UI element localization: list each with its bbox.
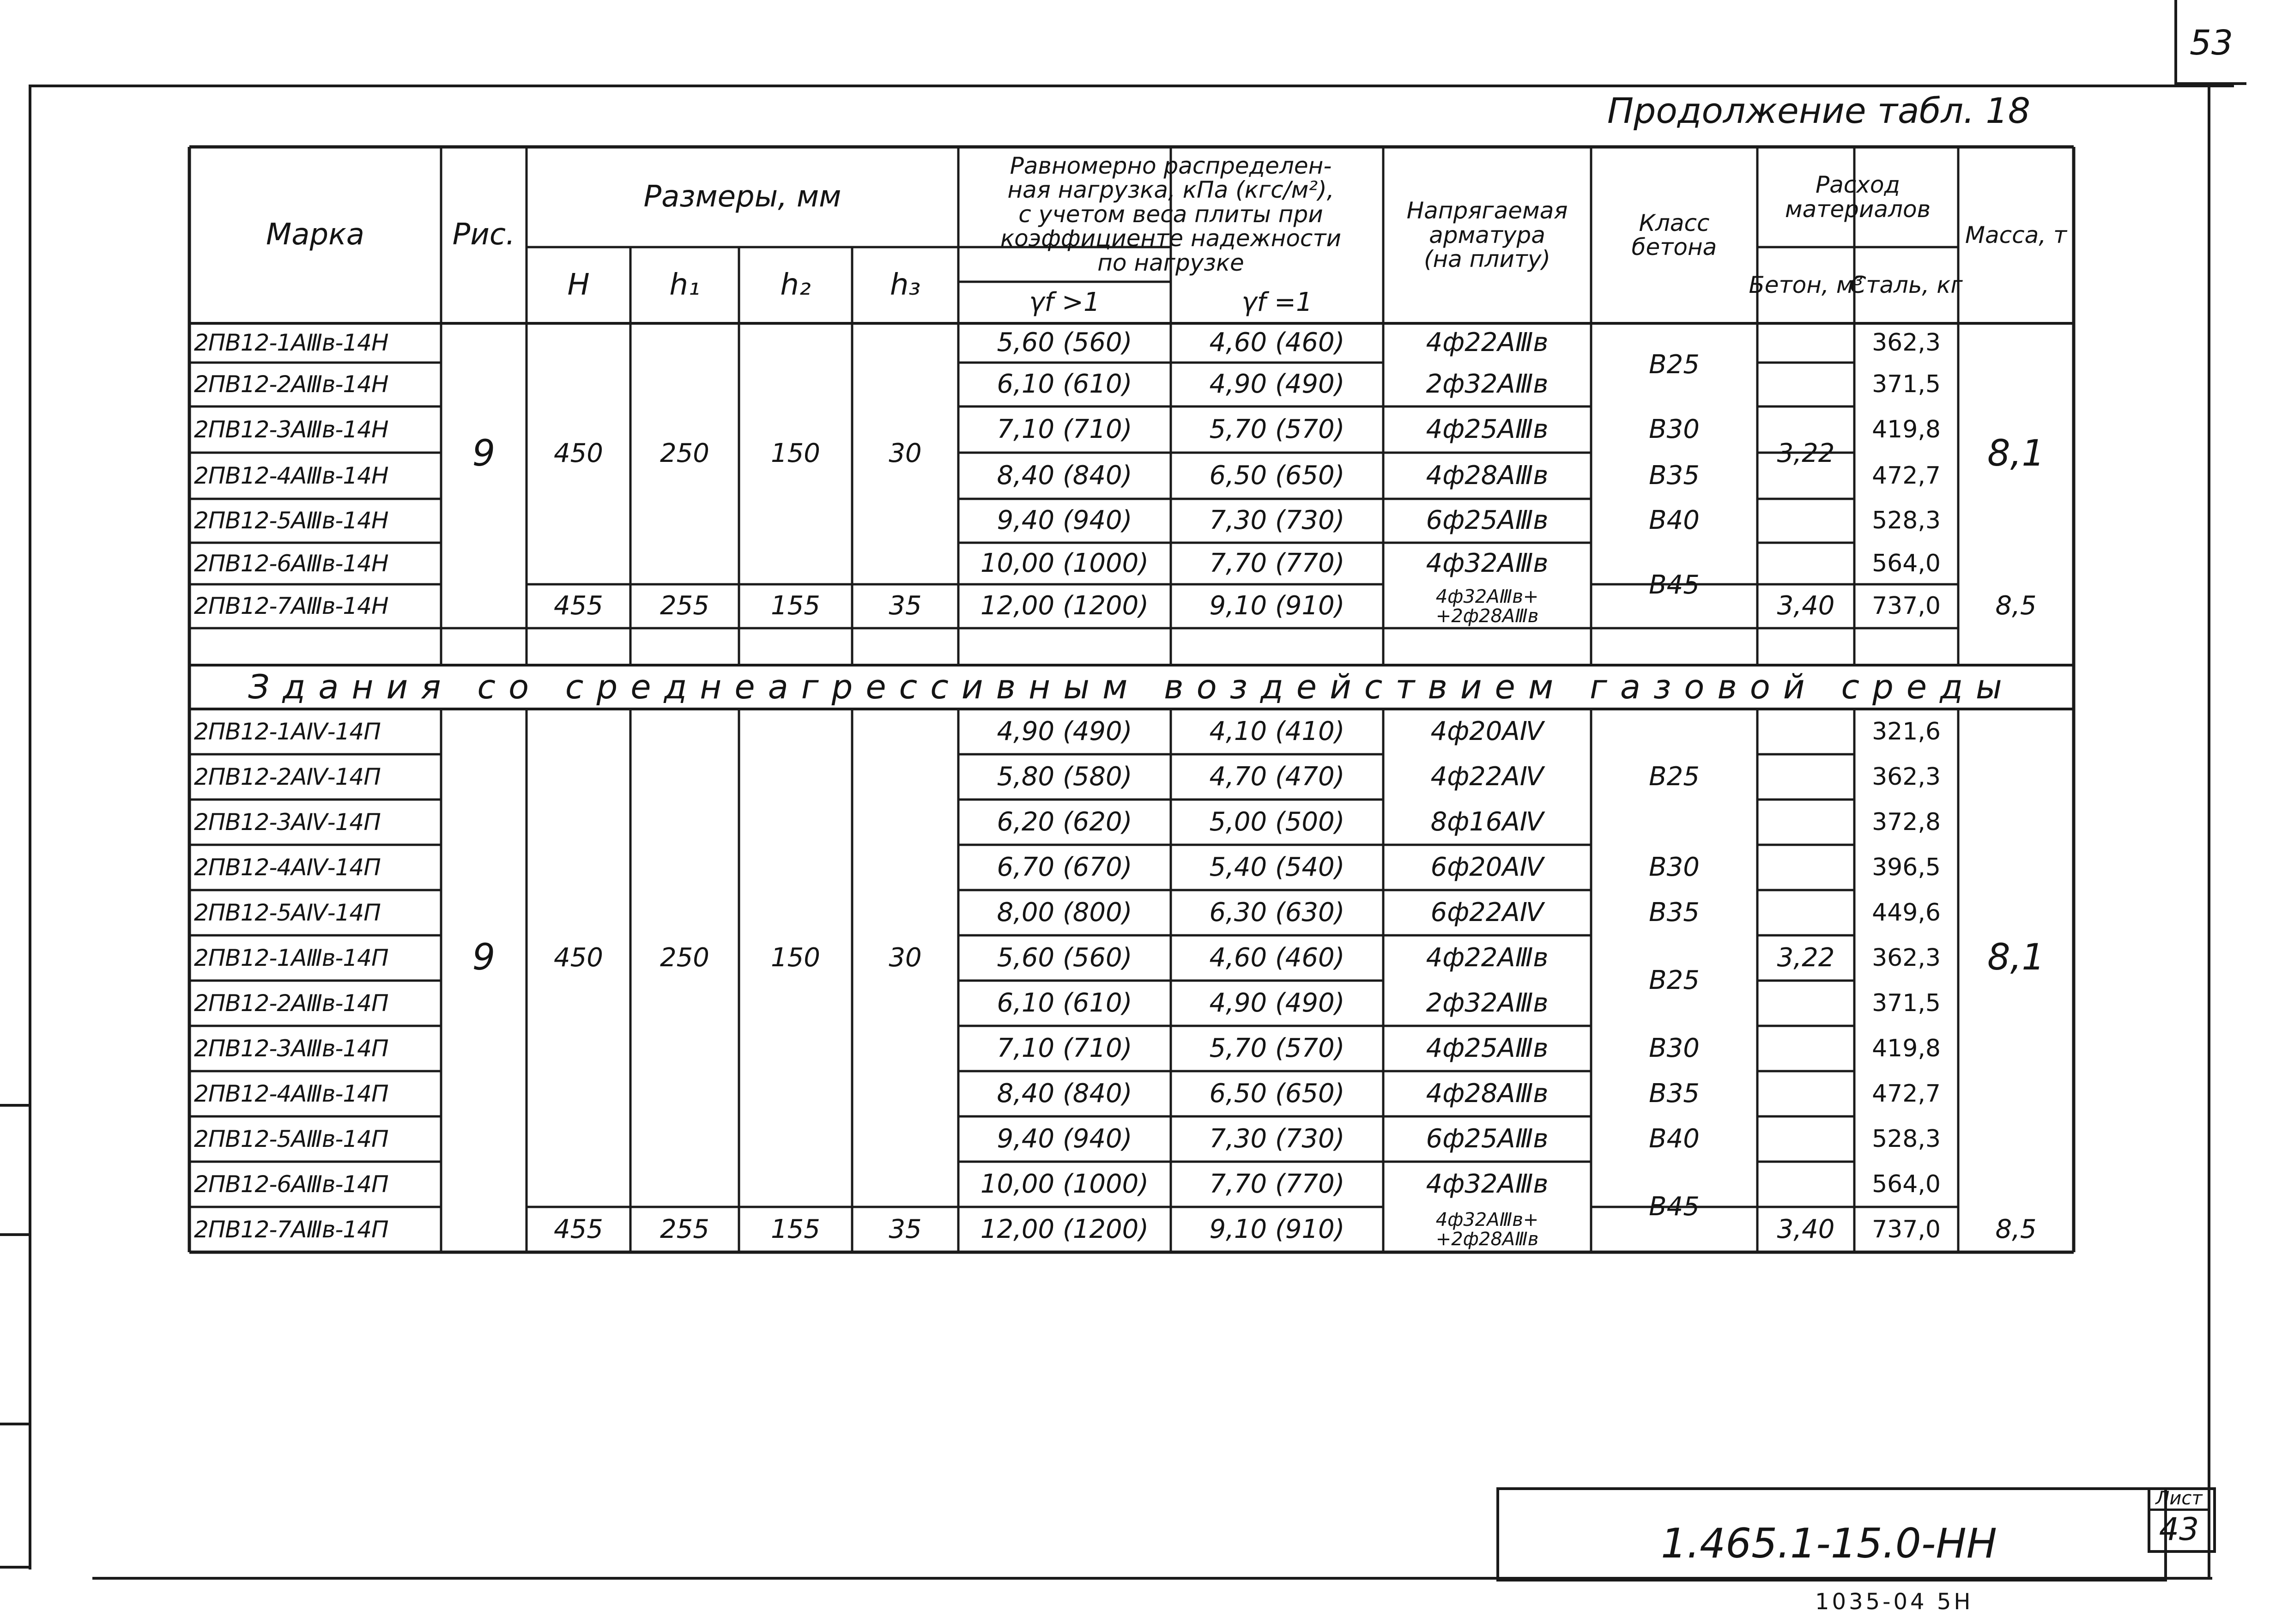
row-mark: 2ПВ12-6АⅢв-14Н	[194, 550, 388, 577]
page-number: 53	[2189, 23, 2233, 63]
row-load-gamma-gt1: 6,70 (670)	[997, 852, 1132, 882]
row-mark: 2ПВ12-4АⅢв-14П	[194, 1080, 388, 1107]
row-steel: 371,5	[1872, 370, 1941, 399]
row-load-gamma-gt1: 7,10 (710)	[997, 414, 1132, 444]
row-rebar: 6ф25АⅢв	[1426, 505, 1549, 536]
concrete-class: В45	[1649, 570, 1700, 600]
concrete-class: В40	[1649, 1123, 1700, 1154]
concrete-class: В45	[1649, 1191, 1700, 1222]
dim-h: 450	[554, 942, 603, 973]
row-rebar: 4ф28АⅢв	[1426, 1078, 1549, 1109]
row-mass: 8,5	[1995, 591, 2037, 621]
row-mark: 2ПВ12-7АⅢв-14П	[194, 1216, 388, 1243]
row-mark: 2ПВ12-3АⅢв-14Н	[194, 416, 388, 443]
dim-h3: 30	[889, 438, 922, 469]
header-load-line: по нагрузке	[1097, 249, 1244, 276]
row-mark: 2ПВ12-4АⅢв-14Н	[194, 462, 388, 489]
row-mark: 2ПВ12-5АⅢв-14П	[194, 1125, 388, 1152]
row-steel: 362,3	[1872, 944, 1941, 972]
header-consumption-line: Расход	[1815, 171, 1901, 198]
row-load-gamma-gt1: 6,10 (610)	[997, 988, 1132, 1018]
row-load-gamma-gt1: 8,40 (840)	[997, 1078, 1132, 1109]
row-rebar: 4ф32АⅢв+ +2ф28АⅢв	[1435, 1209, 1539, 1250]
row-mark: 2ПВ12-4АⅣ-14П	[194, 854, 381, 881]
row-load-gamma-gt1: 4,90 (490)	[997, 716, 1132, 746]
row-load-gamma-eq1: 6,30 (630)	[1209, 897, 1345, 927]
row-load-gamma-gt1: 5,60 (560)	[997, 327, 1132, 358]
row-steel: 528,3	[1872, 1125, 1941, 1153]
concrete-class: В35	[1649, 460, 1700, 491]
header-mass: Масса, т	[1965, 221, 2067, 248]
row-mass: 8,1	[1987, 937, 2045, 979]
row-figure: 9	[472, 937, 496, 979]
row-mark: 2ПВ12-1АⅢв-14Н	[194, 329, 388, 357]
row-load-gamma-gt1: 8,00 (800)	[997, 897, 1132, 927]
row-mark: 2ПВ12-1АⅣ-14П	[194, 718, 381, 745]
row-rebar: 6ф25АⅢв	[1426, 1123, 1549, 1154]
row-load-gamma-eq1: 9,10 (910)	[1209, 591, 1345, 621]
row-mass: 8,1	[1987, 432, 2045, 474]
concrete-volume: 3,22	[1777, 942, 1835, 973]
header-rebar	[1383, 147, 1591, 323]
concrete-class: В30	[1649, 1033, 1700, 1063]
concrete-class: В35	[1649, 1078, 1700, 1109]
row-load-gamma-gt1: 9,40 (940)	[997, 1123, 1132, 1154]
row-mark: 2ПВ12-2АⅣ-14П	[194, 763, 381, 790]
row-load-gamma-gt1: 12,00 (1200)	[980, 1214, 1149, 1244]
row-rebar: 4ф32АⅢв	[1426, 1169, 1549, 1199]
row-load-gamma-eq1: 5,00 (500)	[1209, 806, 1345, 837]
row-load-gamma-gt1: 8,40 (840)	[997, 460, 1132, 491]
dim-h2: 155	[771, 1214, 820, 1244]
row-rebar: 8ф16АⅣ	[1430, 806, 1544, 837]
row-load-gamma-eq1: 6,50 (650)	[1209, 460, 1345, 491]
header-load-line: с учетом веса плиты при	[1018, 200, 1323, 228]
header-figure: Рис.	[452, 218, 515, 252]
dim-h2: 150	[771, 438, 820, 469]
row-rebar: 4ф32АⅢв	[1426, 548, 1549, 578]
row-load-gamma-gt1: 5,80 (580)	[997, 761, 1132, 792]
row-figure: 9	[472, 432, 496, 474]
row-load-gamma-eq1: 4,60 (460)	[1209, 942, 1345, 973]
row-steel: 362,3	[1872, 763, 1941, 791]
row-load-gamma-eq1: 4,10 (410)	[1209, 716, 1345, 746]
row-mark: 2ПВ12-1АⅢв-14П	[194, 944, 388, 971]
row-mark: 2ПВ12-2АⅢв-14Н	[194, 371, 388, 398]
dim-h: 455	[554, 1214, 603, 1244]
row-steel: 321,6	[1872, 717, 1941, 745]
row-mass: 8,5	[1995, 1214, 2037, 1244]
dim-h1: 255	[660, 1214, 709, 1244]
header-rebar-line: Напрягаемая	[1406, 197, 1568, 224]
row-rebar: 4ф25АⅢв	[1426, 414, 1549, 444]
row-rebar: 4ф22АⅢв	[1426, 942, 1549, 973]
row-load-gamma-eq1: 7,30 (730)	[1209, 505, 1345, 536]
row-load-gamma-eq1: 5,70 (570)	[1209, 414, 1345, 444]
row-rebar: 4ф22АⅣ	[1430, 761, 1544, 792]
header-mark: Марка	[266, 218, 364, 252]
row-steel: 737,0	[1872, 1215, 1941, 1243]
document-code: 1.465.1-15.0-НН	[1661, 1520, 1997, 1567]
row-steel: 419,8	[1872, 415, 1941, 443]
header-load-line: ная нагрузка, кПа (кгс/м²),	[1007, 176, 1334, 204]
row-rebar: 4ф20АⅣ	[1430, 716, 1544, 746]
sheet-label: Лист	[2150, 1488, 2208, 1511]
header-dim-h2: h₂	[780, 267, 811, 302]
dim-h1: 250	[660, 942, 709, 973]
row-load-gamma-gt1: 6,20 (620)	[997, 806, 1132, 837]
row-load-gamma-eq1: 7,70 (770)	[1209, 1169, 1345, 1199]
row-steel: 564,0	[1872, 1170, 1941, 1198]
header-dim-h3: h₃	[890, 267, 921, 302]
row-mark: 2ПВ12-5АⅢв-14Н	[194, 507, 388, 534]
concrete-class: В25	[1649, 349, 1700, 380]
header-concrete-class-line: Класс	[1639, 209, 1710, 236]
footer-code: 1035-04 5Н	[1815, 1589, 1973, 1615]
dim-h: 450	[554, 438, 603, 469]
row-rebar: 4ф28АⅢв	[1426, 460, 1549, 491]
dim-h3: 30	[889, 942, 922, 973]
header-load-line: Равномерно распределен-	[1010, 152, 1332, 179]
row-load-gamma-gt1: 5,60 (560)	[997, 942, 1132, 973]
dim-h1: 255	[660, 591, 709, 621]
row-steel: 449,6	[1872, 898, 1941, 927]
row-mark: 2ПВ12-3АⅢв-14П	[194, 1035, 388, 1062]
header-steel: Сталь, кг	[1850, 272, 1963, 299]
concrete-class: В30	[1649, 414, 1700, 444]
concrete-volume: 3,22	[1777, 438, 1835, 469]
table-continuation-label: Продолжение табл. 18	[1607, 90, 2031, 131]
header-dim-h1: h₁	[669, 267, 700, 302]
row-load-gamma-gt1: 6,10 (610)	[997, 369, 1132, 400]
row-steel: 564,0	[1872, 549, 1941, 577]
row-steel: 372,8	[1872, 808, 1941, 836]
header-dimensions: Размеры, мм	[643, 179, 841, 214]
row-load-gamma-gt1: 12,00 (1200)	[980, 591, 1149, 621]
header-load	[958, 147, 1383, 282]
row-rebar: 2ф32АⅢв	[1426, 988, 1549, 1018]
row-load-gamma-gt1: 10,00 (1000)	[980, 1169, 1149, 1199]
row-load-gamma-eq1: 4,70 (470)	[1209, 761, 1345, 792]
header-rebar-line: (на плиту)	[1423, 246, 1551, 273]
row-mark: 2ПВ12-5АⅣ-14П	[194, 899, 381, 926]
concrete-volume: 3,40	[1777, 591, 1835, 621]
section-title: Здания со среднеагрессивным воздействием газовой среды	[248, 667, 2015, 706]
row-steel: 472,7	[1872, 1079, 1941, 1108]
row-load-gamma-eq1: 4,60 (460)	[1209, 327, 1345, 358]
header-concrete: Бетон, м³	[1749, 272, 1863, 299]
dim-h3: 35	[889, 1214, 922, 1244]
concrete-class: В25	[1649, 761, 1700, 792]
dim-h2: 155	[771, 591, 820, 621]
header-rebar-line: арматура	[1429, 221, 1545, 248]
row-mark: 2ПВ12-3АⅣ-14П	[194, 808, 381, 836]
row-mark: 2ПВ12-7АⅢв-14Н	[194, 593, 388, 620]
row-load-gamma-gt1: 10,00 (1000)	[980, 548, 1149, 578]
row-load-gamma-eq1: 4,90 (490)	[1209, 988, 1345, 1018]
concrete-class: В40	[1649, 505, 1700, 536]
row-load-gamma-eq1: 5,40 (540)	[1209, 852, 1345, 882]
row-rebar: 6ф22АⅣ	[1430, 897, 1544, 927]
header-load-gamma-gt1: γf >1	[1029, 287, 1100, 317]
row-steel: 737,0	[1872, 592, 1941, 620]
header-consumption	[1757, 147, 1958, 247]
row-rebar: 4ф22АⅢв	[1426, 327, 1549, 358]
header-concrete-class	[1591, 147, 1757, 323]
row-rebar: 6ф20АⅣ	[1430, 852, 1544, 882]
header-load-gamma-eq1: γf =1	[1241, 287, 1313, 317]
concrete-volume: 3,40	[1777, 1214, 1835, 1244]
header-concrete-class-line: бетона	[1631, 234, 1717, 261]
row-rebar: 4ф32АⅢв+ +2ф28АⅢв	[1435, 586, 1539, 627]
row-load-gamma-gt1: 7,10 (710)	[997, 1033, 1132, 1063]
row-rebar: 2ф32АⅢв	[1426, 369, 1549, 400]
row-steel: 362,3	[1872, 329, 1941, 357]
row-load-gamma-eq1: 7,30 (730)	[1209, 1123, 1345, 1154]
row-load-gamma-eq1: 7,70 (770)	[1209, 548, 1345, 578]
concrete-class: В35	[1649, 897, 1700, 927]
row-load-gamma-eq1: 9,10 (910)	[1209, 1214, 1345, 1244]
concrete-class: В30	[1649, 852, 1700, 882]
row-load-gamma-eq1: 5,70 (570)	[1209, 1033, 1345, 1063]
dim-h: 455	[554, 591, 603, 621]
dim-h2: 150	[771, 942, 820, 973]
header-load-line: коэффициенте надежности	[1000, 225, 1342, 252]
dim-h1: 250	[660, 438, 709, 469]
row-steel: 472,7	[1872, 461, 1941, 490]
header-consumption-line: материалов	[1785, 195, 1931, 223]
row-mark: 2ПВ12-6АⅢв-14П	[194, 1170, 388, 1198]
row-steel: 396,5	[1872, 853, 1941, 881]
row-steel: 371,5	[1872, 989, 1941, 1017]
row-steel: 419,8	[1872, 1034, 1941, 1062]
row-load-gamma-eq1: 6,50 (650)	[1209, 1078, 1345, 1109]
concrete-class: В25	[1649, 965, 1700, 995]
dim-h3: 35	[889, 591, 922, 621]
sheet-number: 43	[2159, 1511, 2199, 1548]
row-rebar: 4ф25АⅢв	[1426, 1033, 1549, 1063]
header-dim-h: H	[567, 267, 590, 302]
row-steel: 528,3	[1872, 507, 1941, 535]
row-mark: 2ПВ12-2АⅢв-14П	[194, 989, 388, 1017]
row-load-gamma-gt1: 9,40 (940)	[997, 505, 1132, 536]
row-load-gamma-eq1: 4,90 (490)	[1209, 369, 1345, 400]
